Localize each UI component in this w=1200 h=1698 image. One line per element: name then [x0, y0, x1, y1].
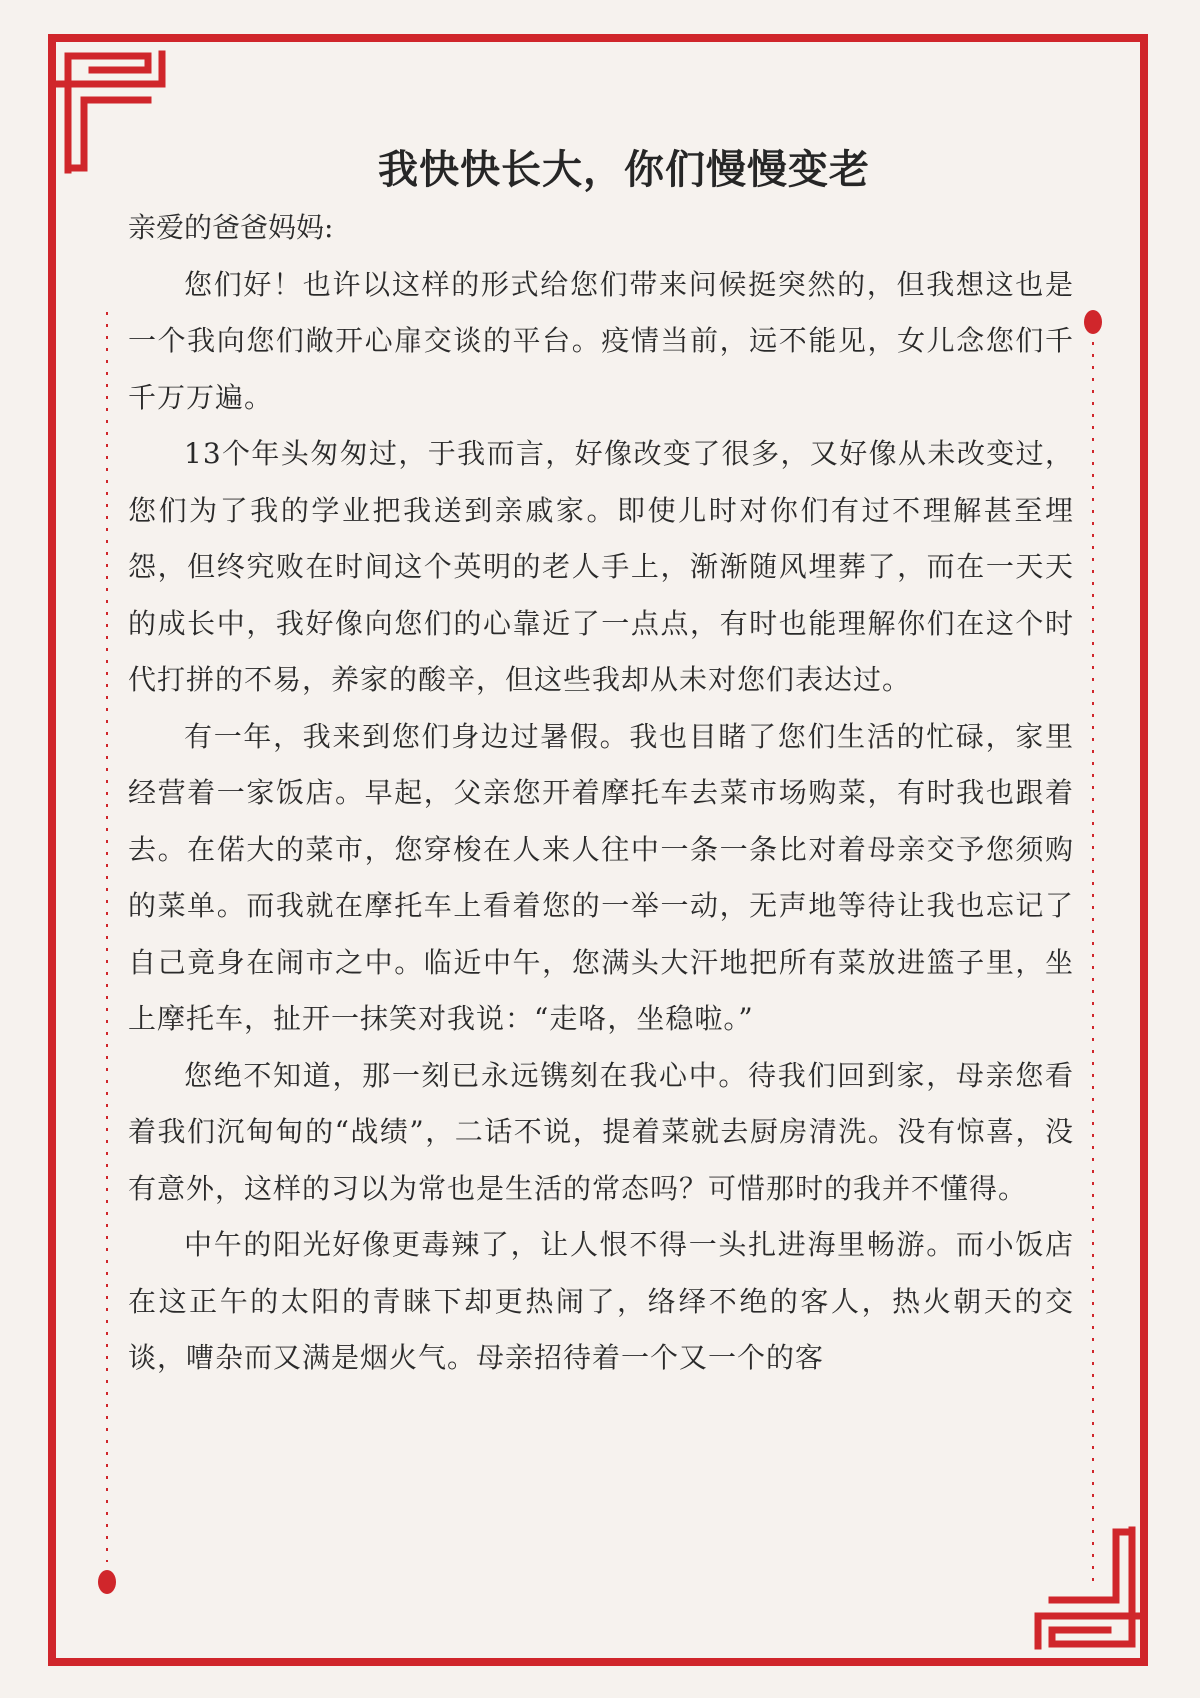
right-rule-bead	[1084, 310, 1102, 334]
paragraph-2: 13个年头匆匆过，于我而言，好像改变了很多，又好像从未改变过，您们为了我的学业把我送到亲戚家。即使儿时对你们有过不理解甚至埋怨，但终究败在时间这个英明的老人手上，渐渐随风埋葬了，而在一天天的成长中，我好像向您们的心靠近了一点点，有时也能理解你们在这个时代打拼的不易，养家的酸辛，但这些我却从未对您们表达过。	[128, 437, 1074, 696]
paragraph-5: 中午的阳光好像更毒辣了，让人恨不得一头扎进海里畅游。而小饭店在这正午的太阳的青睐下却更热闹了，络绎不绝的客人，热火朝天的交谈，嘈杂而又满是烟火气。母亲招待着一个又一个的客	[128, 1228, 1074, 1374]
letter-body	[128, 140, 1074, 1387]
corner-ornament-bottom-right	[1038, 1530, 1144, 1646]
letter-title: 我快快长大，你们慢慢变老	[378, 147, 870, 193]
paragraph-1: 您们好！也许以这样的形式给您们带来问候挺突然的，但我想这也是一个我向您们敞开心扉交谈的平台。疫情当前，远不能见，女儿念您们千千万万遍。	[128, 267, 1074, 414]
letter-greeting: 亲爱的爸爸妈妈:	[128, 211, 334, 244]
paragraph-3: 有一年，我来到您们身边过暑假。我也目睹了您们生活的忙碌，家里经营着一家饭店。早起，父亲您开着摩托车去菜市场购菜，有时我也跟着去。在偌大的菜市，您穿梭在人来人往中一条一条比对着母亲交予您须购的菜单。而我就在摩托车上看着您的一举一动，无声地等待让我也忘记了自己竟身在闹市之中。临近中午，您满头大汗地把所有菜放进篮子里，坐上摩托车，扯开一抹笑对我说：“走咯，坐稳啦。”	[128, 719, 1074, 1035]
left-rule-bead	[98, 1570, 116, 1594]
paragraph-4: 您绝不知道，那一刻已永远镌刻在我心中。待我们回到家，母亲您看着我们沉甸甸的“战绩”，二话不说，提着菜就去厨房清洗。没有惊喜，没有意外，这样的习以为常也是生活的常态吗？可惜那时的我并不懂得。	[128, 1058, 1074, 1205]
